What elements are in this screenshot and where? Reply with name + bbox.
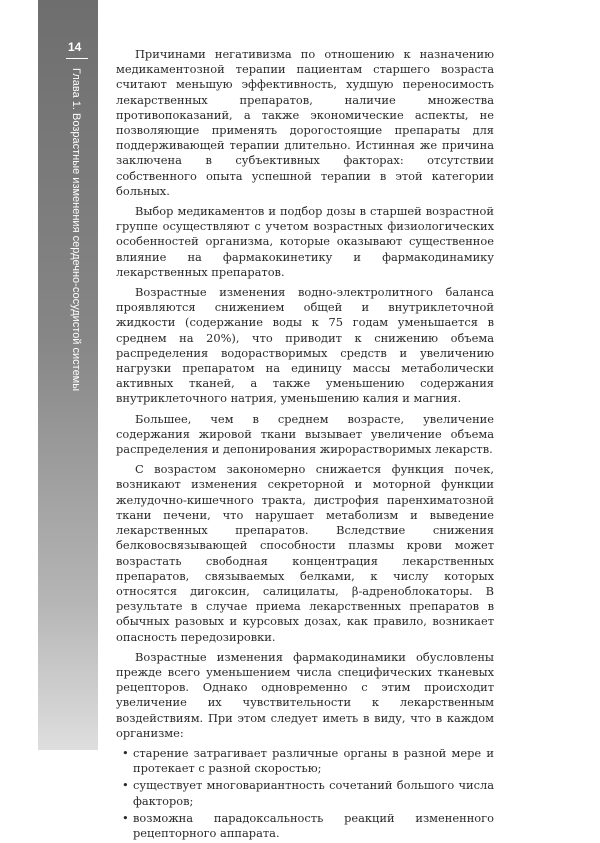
paragraph-kidney-function: С возрастом закономерно снижается функция почек, возникают изменения секреторной и моторной функции желудочно-кишечного тракта, дистрофия паренхиматозной ткани печени, что нарушает метаболизм и выведение лекарственных препаратов. Вследствие снижения белковосвязывающей способности плазмы крови может возрастать свободная концентрация лекарственных препаратов, связываемых белками, к числу которых относятся дигоксин, салицилаты, β-адреноблокаторы. В результате в случае приема лекарственных препаратов в обычных разовых и курсовых дозах, как правило, возникает опасность передозировки.	[116, 462, 494, 644]
bullet-icon: •	[122, 778, 129, 793]
paragraph-pharmacodynamics: Возрастные изменения фармакодинамики обусловлены прежде всего уменьшением числа специфических тканевых рецепторов. Однако одновременно с этим происходит увеличение их чувствительности к лекарственным воздействиям. При этом следует иметь в виду, что в каждом организме:	[116, 649, 494, 740]
bullet-icon: •	[122, 745, 129, 760]
paragraph-negativism: Причинами негативизма по отношению к назначению медикаментозной терапии пациентам старшего возраста считают меньшую эффективность, худшую переносимость лекарственных препаратов, наличие множества противопоказаний, а также экономические аспекты, не позволяющие применять дорогостоящие препараты для поддерживающей терапии длительно. Истинная же причина заключена в субъективных факторах: отсутствии собственного опыта успешной терапии в этой категории больных.	[116, 47, 494, 198]
page-number-underline	[66, 58, 88, 59]
chapter-title: Глава 1. Возрастные изменения сердечно-сосудистой системы	[70, 68, 82, 392]
bullet-icon: •	[122, 810, 129, 825]
list-item	[122, 745, 494, 776]
chapter-side-tab	[38, 0, 98, 750]
bullet-list	[116, 746, 494, 841]
page-number: 14	[68, 40, 82, 54]
body-text	[116, 47, 494, 843]
paragraph-fat-tissue: Большее, чем в среднем возрасте, увеличение содержания жировой ткани вызывает увеличение объема распределения и депонирования жирорастворимых лекарств.	[116, 411, 494, 457]
list-item	[122, 810, 494, 841]
list-item	[122, 778, 494, 808]
paragraph-dose-selection: Выбор медикаментов и подбор дозы в старшей возрастной группе осуществляют с учетом возрастных физиологических особенностей организма, которые оказывают существенное влияние на фармакокинетику и фармакодинамику лекарственных препаратов.	[116, 204, 494, 279]
list-item-text: возможна парадоксальность реакций измененного рецепторного аппарата.	[133, 810, 494, 840]
paragraph-water-balance: Возрастные изменения водно-электролитного баланса проявляются снижением общей и внутриклеточной жидкости (содержание воды к 75 годам уменьшается в среднем на 20%), что приводит к снижению объема распределения водорастворимых средств и увеличению нагрузки препаратом на единицу массы метаболически активных тканей, а также уменьшению содержания внутриклеточного натрия, уменьшению калия и магния.	[116, 285, 494, 406]
list-item-text: старение затрагивает различные органы в разной мере и протекает с разной скоростью;	[133, 745, 494, 776]
list-item-text: существует многовариантность сочетаний большого числа факторов;	[133, 778, 494, 808]
